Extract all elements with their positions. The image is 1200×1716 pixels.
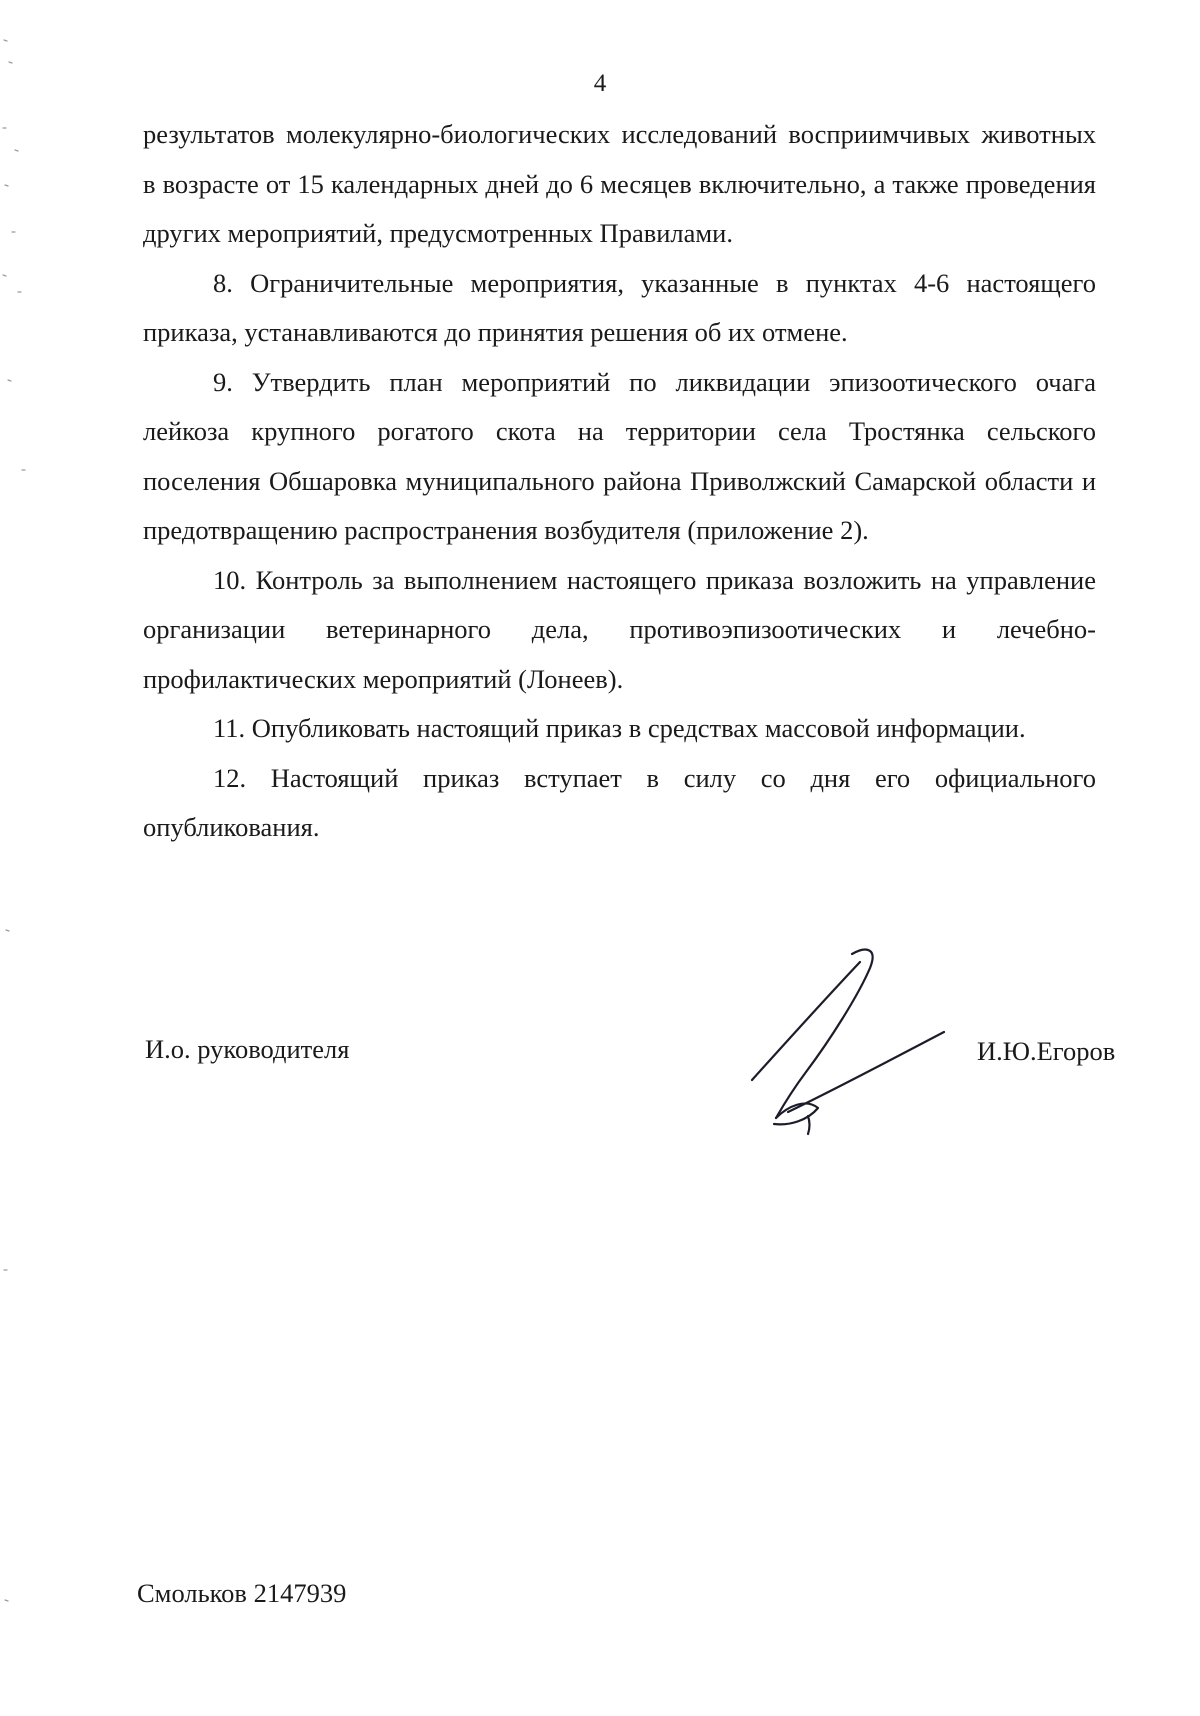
- footer-note: Смольков 2147939: [137, 1578, 347, 1608]
- paragraph-continuation: результатов молекулярно-биологических исследований восприимчивых животных в возрасте от 15 календарных дней до 6 месяцев включительно, а также проведения других мероприятий, предусмотренных Правилами.: [143, 119, 1096, 248]
- handwritten-signature: [748, 948, 948, 1138]
- page-number: 4: [593, 70, 607, 97]
- paragraph-item-11: 11. Опубликовать настоящий приказ в средствах массовой информации.: [213, 713, 1026, 743]
- document-body: [143, 110, 1096, 853]
- paragraph-item-8: 8. Ограничительные мероприятия, указанные в пунктах 4-6 настоящего приказа, устанавливаются до принятия решения об их отмене.: [143, 267, 1096, 347]
- scan-edge-marks: [0, 0, 30, 1716]
- paragraph-item-10: 10. Контроль за выполнением настоящего приказа возложить на управление организации ветеринарного дела, противоэпизоотических и лечебно-профилактических мероприятий (Лонеев).: [143, 564, 1096, 694]
- paragraph-item-12: 12. Настоящий приказ вступает в силу со дня его официального опубликования.: [143, 762, 1096, 842]
- signoff-name: И.Ю.Егоров: [977, 1036, 1116, 1066]
- paragraph-item-9: 9. Утвердить план мероприятий по ликвидации эпизоотического очага лейкоза крупного рогатого скота на территории села Тростянка сельского поселения Обшаровка муниципального района Приволжский Самарской области и предотвращению распространения возбудителя (приложение 2).: [143, 366, 1096, 545]
- signoff-title: И.о. руководителя: [145, 1034, 350, 1064]
